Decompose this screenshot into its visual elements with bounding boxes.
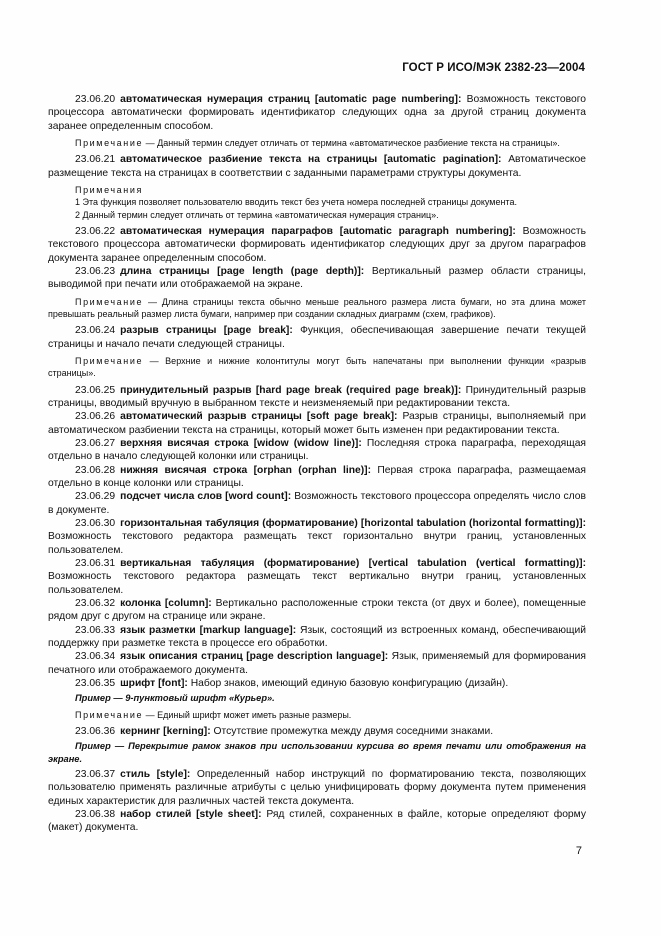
term-entry bbox=[48, 808, 586, 835]
note bbox=[48, 355, 586, 380]
entry-term: автоматическая нумерация параграфов [automatic paragraph numbering]: bbox=[120, 225, 516, 237]
note-item: 2 Данный термин следует отличать от термина «автоматическая нумерация страниц». bbox=[75, 209, 439, 220]
entry-term: автоматическое разбиение текста на страницы [automatic pagination]: bbox=[120, 154, 502, 166]
entry-term: длина страницы [page length (page depth)]: bbox=[120, 265, 365, 277]
term-entry bbox=[48, 437, 586, 464]
term-entry bbox=[48, 153, 586, 180]
entry-definition: Возможность текстового процессора автоматически формировать идентификатор следующих друг за другом параграфов документа заранее определенным способом. bbox=[48, 225, 586, 264]
entry-number: 23.06.33 bbox=[75, 624, 116, 636]
entry-number: 23.06.21 bbox=[75, 154, 116, 166]
note-text: — Единый шрифт может иметь разные размеры. bbox=[145, 709, 352, 720]
entry-definition: Отсутствие промежутка между двумя соседними знаками. bbox=[213, 726, 494, 737]
entry-term: разрыв страницы [page break]: bbox=[120, 325, 293, 337]
term-entry bbox=[48, 677, 586, 690]
entry-definition: Функция, обеспечивающая завершение печати текущей страницы и начало печати следующей страницы. bbox=[48, 325, 586, 350]
entry-term: горизонтальная табуляция (форматирование) [horizontal tabulation (horizontal formatting)]: bbox=[120, 517, 586, 529]
note bbox=[48, 296, 586, 321]
note-text: — Длина страницы текста обычно меньше реального размера листа бумаги, но эта длина может превышать реальный размер листа бумаги, например при создании складных диаграмм (схем, графиков). bbox=[48, 296, 586, 319]
entry-number: 23.06.22 bbox=[75, 225, 116, 237]
example: Пример — 9-пунктовый шрифт «Курьер». bbox=[75, 693, 275, 704]
entry-definition: Возможность текстового процессора определять число слов в документе. bbox=[48, 491, 586, 516]
example: Пример — Перекрытие рамок знаков при использовании курсива во время печати или отображения на экране. bbox=[48, 741, 586, 764]
entry-number: 23.06.35 bbox=[75, 678, 116, 690]
standard-header: ГОСТ Р ИСО/МЭК 2382-23—2004 bbox=[402, 62, 585, 74]
entry-definition: Ряд стилей, сохраненных в файле, которые определяют форму (макет) документа. bbox=[48, 808, 586, 834]
entry-number: 23.06.31 bbox=[75, 557, 116, 569]
term-entry bbox=[48, 624, 586, 651]
term-entry bbox=[48, 725, 586, 738]
entry-number: 23.06.20 bbox=[75, 94, 116, 105]
term-entry bbox=[48, 265, 586, 292]
entry-term: автоматический разрыв страницы [soft page break]: bbox=[120, 411, 398, 423]
entry-definition: Набор знаков, имеющий единую базовую конфигурацию (дизайн). bbox=[190, 678, 509, 690]
entry-definition: Язык, применяемый для формирования печатного или отображаемого документа. bbox=[48, 651, 586, 676]
entry-term: набор стилей [style sheet]: bbox=[120, 808, 262, 820]
note-text: — Данный термин следует отличать от термина «автоматическое разбиение текста на страницы». bbox=[145, 138, 560, 149]
entry-number: 23.06.37 bbox=[75, 768, 116, 780]
term-entry bbox=[48, 490, 586, 517]
entry-term: нижняя висячая строка [orphan (orphan line)]: bbox=[120, 464, 372, 476]
term-entry bbox=[48, 557, 586, 597]
entry-number: 23.06.38 bbox=[75, 808, 116, 820]
term-entry bbox=[48, 324, 586, 351]
term-entry bbox=[48, 517, 586, 557]
entry-number: 23.06.30 bbox=[75, 517, 116, 529]
term-entry bbox=[48, 225, 586, 265]
entry-definition: Первая строка параграфа, размещаемая отдельно в конце колонки или страницы. bbox=[48, 464, 586, 489]
entry-definition: Принудительный разрыв страницы, вводимый вручную в выбранном тексте и неизменяемый при редактировании текста. bbox=[48, 384, 586, 409]
entry-definition: Вертикально расположенные строки текста (от двух и более), помещенные рядом друг с другом на странице или экране. bbox=[48, 598, 586, 623]
entry-term: язык описания страниц [page description language]: bbox=[120, 651, 389, 663]
entry-definition: Возможность текстового редактора размещать текст вертикально внутри границ, установленных пользователем. bbox=[48, 571, 586, 596]
entry-term: язык разметки [markup language]: bbox=[120, 624, 297, 636]
note-label: Примечание bbox=[75, 296, 144, 307]
entry-definition: Возможность текстового редактора размещать текст горизонтально внутри границ, установленных пользователем. bbox=[48, 531, 586, 556]
entry-definition: Язык, состоящий из встроенных команд, обеспечивающий поддержку при разметке текста в процессе его обработки. bbox=[48, 624, 586, 650]
note-text: — Верхние и нижние колонтитулы могут быть напечатаны при выполнении функции «разрыв страницы». bbox=[48, 355, 586, 379]
entry-definition: Последняя строка параграфа, переходящая отдельно в начало следующей колонки или страницы. bbox=[48, 437, 586, 463]
entry-term: стиль [style]: bbox=[120, 768, 191, 780]
entry-term: шрифт [font]: bbox=[120, 678, 188, 690]
document-body bbox=[48, 93, 586, 835]
entry-number: 23.06.24 bbox=[75, 325, 116, 337]
entry-term: колонка [column]: bbox=[120, 598, 212, 609]
entry-number: 23.06.34 bbox=[75, 651, 116, 663]
term-entry bbox=[48, 464, 586, 491]
note-label: Примечание bbox=[75, 138, 144, 149]
entry-term: вертикальная табуляция (форматирование) [vertical tabulation (vertical formatting)]: bbox=[120, 557, 586, 569]
entry-term: автоматическая нумерация страниц [automatic page numbering]: bbox=[120, 94, 462, 105]
term-entry bbox=[48, 93, 586, 133]
entry-definition: Возможность текстового процессора автоматически формировать идентификатор следующих одна за другой страниц документа заранее определенным способом. bbox=[48, 94, 586, 132]
entry-number: 23.06.25 bbox=[75, 384, 116, 396]
entry-number: 23.06.29 bbox=[75, 491, 116, 503]
entry-definition: Вертикальный размер области страницы, выводимой при печати или отображаемой на экране. bbox=[48, 265, 586, 291]
entry-term: кернинг [kerning]: bbox=[120, 726, 211, 737]
term-entry bbox=[48, 410, 586, 437]
entry-number: 23.06.27 bbox=[75, 437, 116, 449]
notes-heading: Примечания bbox=[75, 185, 143, 196]
note-label: Примечание bbox=[75, 709, 144, 720]
entry-number: 23.06.36 bbox=[75, 726, 116, 737]
term-entry bbox=[48, 650, 586, 677]
entry-number: 23.06.32 bbox=[75, 598, 116, 609]
entry-definition: Определенный набор инструкций по форматированию текста, позволяющих пользователю применять различные атрибуты с целью унифицировать форму документа путем применения единых характеристик для различных частей текста документа. bbox=[48, 768, 586, 807]
term-entry bbox=[48, 597, 586, 624]
entry-definition: Разрыв страницы, выполняемый при автоматическом разбиении текста на страницы, который может быть изменен при редактировании текста. bbox=[48, 411, 586, 436]
entry-term: верхняя висячая строка [widow (widow line)]: bbox=[120, 437, 362, 449]
entry-term: подсчет числа слов [word count]: bbox=[120, 491, 292, 503]
entry-number: 23.06.23 bbox=[75, 265, 116, 277]
entry-number: 23.06.28 bbox=[75, 464, 116, 476]
page-number: 7 bbox=[575, 845, 582, 857]
entry-definition: Автоматическое размещение текста на страницах в соответствии с заданными параметрами структуры документа. bbox=[48, 154, 586, 179]
term-entry bbox=[48, 768, 586, 808]
entry-number: 23.06.26 bbox=[75, 411, 116, 423]
note-label: Примечание bbox=[75, 355, 144, 366]
note bbox=[48, 137, 586, 149]
note-item: 1 Эта функция позволяет пользователю вводить текст без учета номера последней страницы документа. bbox=[75, 197, 517, 208]
term-entry bbox=[48, 384, 586, 411]
note bbox=[48, 709, 586, 721]
entry-term: принудительный разрыв [hard page break (required page break)]: bbox=[120, 384, 462, 396]
